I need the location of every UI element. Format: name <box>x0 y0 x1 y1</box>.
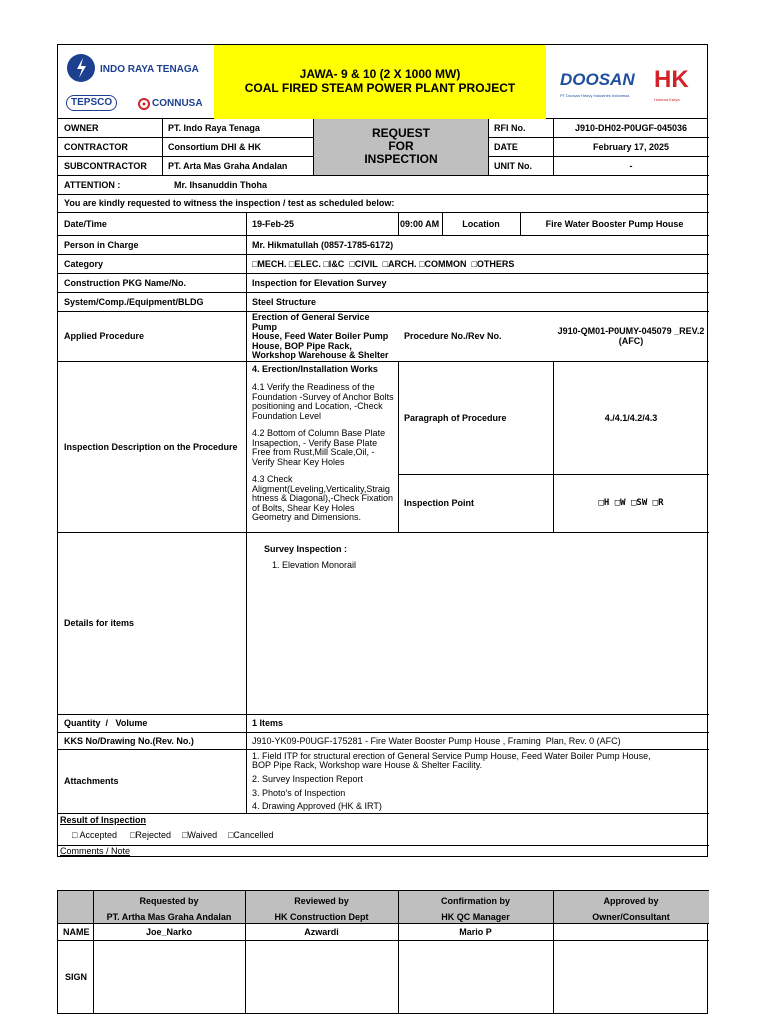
date-value: February 17, 2025 <box>592 141 670 152</box>
procedure-no-line2: (AFC) <box>618 336 644 346</box>
result-rejected-checkbox[interactable]: □Rejected <box>130 830 171 840</box>
request-line2: FOR <box>388 139 414 153</box>
details-heading: Survey Inspection : <box>264 544 348 554</box>
attachment-item: 1. Field ITP for structural erection of General Service Pump House, Feed Water Boiler Pump House, <box>252 751 651 761</box>
person-value: Mr. Hikmatullah (0857-1785-6172) <box>252 239 394 250</box>
inspection-time: 09:00 AM <box>400 218 440 229</box>
result-accepted-checkbox[interactable]: □ Accepted <box>72 830 117 840</box>
tepsco-logo-text: TEPSCO <box>71 97 113 108</box>
inspection-point-label: Inspection Point <box>404 498 475 508</box>
project-title-line2: COAL FIRED STEAM POWER PLANT PROJECT <box>244 81 516 95</box>
comments-label: Comments / Note <box>60 846 131 856</box>
pkg-label: Construction PKG Name/No. <box>64 277 187 288</box>
signature-col-subtitle: HK Construction Dept <box>274 912 369 922</box>
datetime-label: Date/Time <box>64 218 107 229</box>
doosan-logo-text: DOOSAN <box>560 70 635 89</box>
irt-logo-icon <box>66 53 96 83</box>
doosan-logo-subtitle: PT Doosan Heavy Industries Indonesia <box>560 93 630 98</box>
owner-value: PT. Indo Raya Tenaga <box>168 123 260 133</box>
attachment-item: 2. Survey Inspection Report <box>252 774 364 784</box>
form-grid <box>57 119 708 857</box>
quantity-value: 1 Items <box>252 718 284 728</box>
location-value: Fire Water Booster Pump House <box>545 218 684 229</box>
signature-field[interactable] <box>246 941 398 1014</box>
hk-logo-text: HK <box>654 66 689 93</box>
pkg-value: Inspection for Elevation Survey <box>252 277 387 288</box>
inspection-item-line: Foundation Level <box>252 410 322 421</box>
rfi-label: RFI No. <box>494 123 526 133</box>
inspection-point-checkboxes[interactable]: □H □W □SW □R <box>598 498 664 508</box>
right-logos <box>552 49 704 115</box>
request-for-inspection-box <box>314 119 488 175</box>
signature-col-title: Reviewed by <box>294 896 349 906</box>
category-checkboxes[interactable]: □MECH. □ELEC. □I&C □CIVIL □ARCH. □COMMON □OTHERS <box>252 258 515 269</box>
signature-col-title: Approved by <box>603 896 659 906</box>
connusa-logo-icon <box>138 98 150 110</box>
contractor-label: CONTRACTOR <box>64 141 128 152</box>
inspection-item-line: of Bolts, Shear Key Holes <box>252 502 355 513</box>
result-waived-checkbox[interactable]: □Waived <box>182 830 218 840</box>
form-header <box>57 44 708 119</box>
system-label: System/Comp./Equipment/BLDG <box>64 296 204 307</box>
signature-col-subtitle: PT. Artha Mas Graha Andalan <box>106 912 232 922</box>
details-label: Details for items <box>64 618 135 628</box>
inspection-item-line: 4.3 Check <box>252 474 293 484</box>
unit-label: UNIT No. <box>494 160 532 171</box>
request-line3: INSPECTION <box>364 152 438 166</box>
rfi-value: J910-DH02-P0UGF-045036 <box>574 123 688 133</box>
signature-col-title: Requested by <box>139 896 199 906</box>
project-title-line1: JAWA- 9 & 10 (2 X 1000 MW) <box>299 67 461 81</box>
attention-label: ATTENTION : <box>64 179 121 190</box>
intro-text: You are kindly requested to witness the inspection / test as scheduled below: <box>64 198 395 208</box>
paragraph-label: Paragraph of Procedure <box>404 412 507 423</box>
signature-col-subtitle: Owner/Consultant <box>592 912 670 922</box>
person-label: Person in Charge <box>64 239 139 250</box>
result-label: Result of Inspection <box>60 815 147 825</box>
name-row-label: NAME <box>63 927 90 937</box>
procedure-value <box>252 313 397 361</box>
inspection-item-line: Foundation -Survey of Anchor Bolts <box>252 391 394 402</box>
result-cancelled-checkbox[interactable]: □Cancelled <box>228 830 274 840</box>
rfi-form <box>57 44 708 1014</box>
procedure-line: Pump <box>252 321 278 332</box>
contractor-value: Consortium DHI & HK <box>168 141 261 152</box>
inspection-description-label: Inspection Description on the Procedure <box>64 441 238 452</box>
owner-label: OWNER <box>64 123 99 133</box>
subcontractor-label: SUBCONTRACTOR <box>64 160 147 171</box>
inspection-description <box>252 364 397 523</box>
left-logos <box>62 49 214 115</box>
details-item: 1. Elevation Monorail <box>272 560 357 570</box>
inspection-item-line: Aligment(Leveling,Verticality,Straig <box>252 483 390 494</box>
inspection-item-line: positioning and Location, -Check <box>252 401 383 411</box>
signature-col-title: Confirmation by <box>441 896 510 906</box>
project-title-block <box>214 45 546 119</box>
procedure-no-value <box>553 326 709 346</box>
attachments-label: Attachments <box>64 776 119 786</box>
quantity-label: Quantity / Volume <box>64 718 148 728</box>
signer-name: Azwardi <box>304 927 339 937</box>
sign-row-label: SIGN <box>65 972 88 982</box>
connusa-logo-text: CONNUSA <box>152 98 203 109</box>
procedure-no-line1: J910-QM01-P0UMY-045079 _REV.2 <box>557 326 705 336</box>
signer-name: Mario P <box>459 927 492 937</box>
signature-field[interactable] <box>94 941 245 1014</box>
signature-field[interactable] <box>399 941 553 1014</box>
inspection-item-line: 4.2 Bottom of Column Base Plate <box>252 428 386 438</box>
request-line1: REQUEST <box>371 126 430 140</box>
signature-table <box>57 890 708 1014</box>
procedure-line: Workshop Warehouse & Shelter <box>252 350 389 360</box>
inspection-heading: 4. Erection/Installation Works <box>252 364 378 374</box>
attachment-item: BOP Pipe Rack, Workshop ware House & Shelter Facility. <box>252 760 483 770</box>
inspection-item-line: 4.1 Verify the Readiness of the <box>252 382 375 392</box>
date-label: DATE <box>494 141 518 152</box>
procedure-line: Erection of General Service <box>252 312 370 322</box>
attachment-item: 4. Drawing Approved (HK & IRT) <box>252 801 382 811</box>
attachment-item: 3. Photo's of Inspection <box>252 788 346 798</box>
inspection-item-line: Free from Rust,Mill Scale,Oil, - <box>252 447 375 457</box>
kks-label: KKS No/Drawing No.(Rev. No.) <box>64 735 194 746</box>
location-label: Location <box>462 218 500 229</box>
inspection-item-line: Verify Shear Key Holes <box>252 456 345 467</box>
hk-logo-subtitle: Hutama Karya <box>654 97 680 102</box>
subcontractor-value: PT. Arta Mas Graha Andalan <box>168 160 288 171</box>
system-value: Steel Structure <box>252 296 317 307</box>
inspection-date: 19-Feb-25 <box>252 218 295 229</box>
procedure-line: House, BOP Pipe Rack, <box>252 340 352 351</box>
procedure-line: House, Feed Water Boiler Pump <box>252 331 389 341</box>
signature-field[interactable] <box>554 941 709 1014</box>
inspection-item-line: htness & Diagonal),-Check Fixation <box>252 493 394 503</box>
unit-value: - <box>629 160 633 171</box>
inspection-item-line: Geometry and Dimensions. <box>252 512 362 522</box>
paragraph-value: 4./4.1/4.2/4.3 <box>604 412 658 423</box>
attention-value: Mr. Ihsanuddin Thoha <box>174 179 267 190</box>
procedure-label: Applied Procedure <box>64 331 145 341</box>
category-label: Category <box>64 258 104 269</box>
signature-col-subtitle: HK QC Manager <box>441 912 510 922</box>
inspection-item-line: Insapection, - Verify Base Plate <box>252 437 378 448</box>
procedure-no-label: Procedure No./Rev No. <box>404 331 502 341</box>
kks-value: J910-YK09-P0UGF-175281 - Fire Water Booster Pump House , Framing Plan, Rev. 0 (AFC) <box>252 735 621 746</box>
tepsco-logo <box>66 95 117 111</box>
signer-name: Joe_Narko <box>145 927 193 937</box>
irt-logo-text: INDO RAYA TENAGA <box>100 64 199 75</box>
